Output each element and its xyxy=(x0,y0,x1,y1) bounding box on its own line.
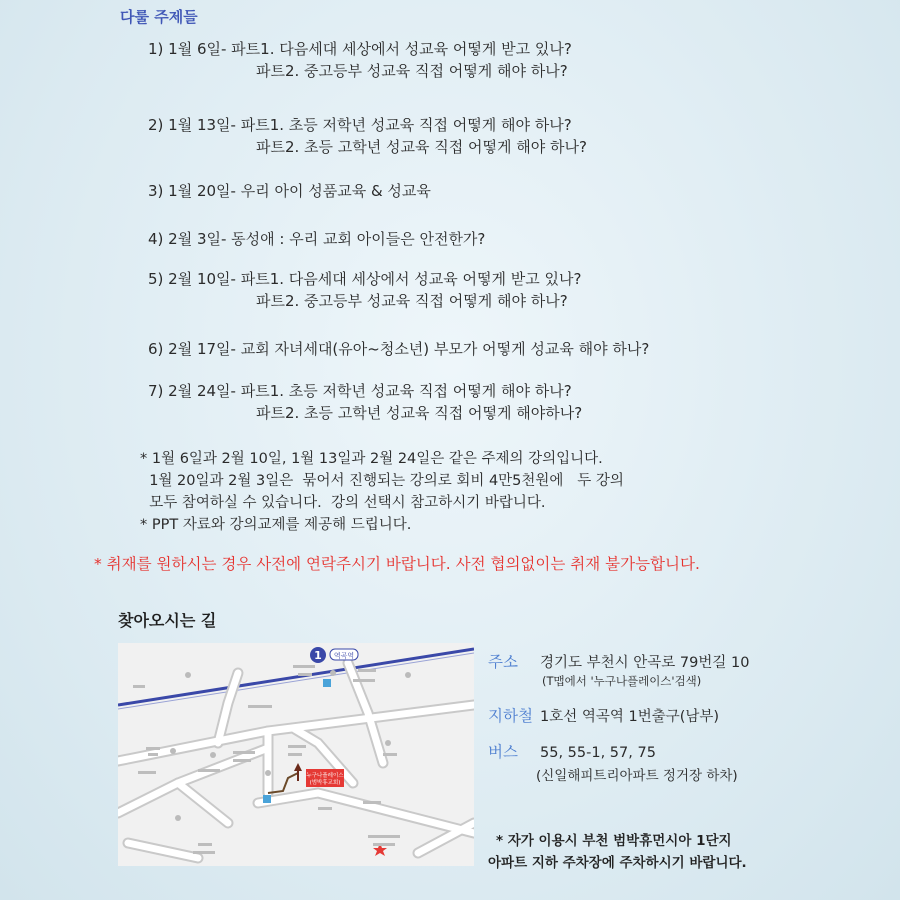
note-line: * 1월 6일과 2월 10일, 1월 13일과 2월 24일은 같은 주제의 강의입니다. xyxy=(140,451,603,467)
topic-7 xyxy=(148,380,582,424)
station-label: 역곡역 xyxy=(333,652,355,660)
railway-line xyxy=(118,649,474,705)
parking-note xyxy=(488,830,747,874)
topic-5 xyxy=(148,268,581,312)
station-badge-number: 1 xyxy=(314,649,322,662)
topic-line: 5) 2월 10일- 파트1. 다음세대 세상에서 성교육 어떻게 받고 있나? xyxy=(148,270,582,288)
topic-line: 1) 1월 6일- 파트1. 다음세대 세상에서 성교육 어떻게 받고 있나? xyxy=(148,40,572,58)
place-label-1: 누구나플레이스 xyxy=(306,773,344,779)
roads xyxy=(118,663,474,858)
topic-line: 파트2. 중고등부 성교육 직접 어떻게 해야 하나? xyxy=(256,292,568,310)
press-warning: * 취재를 원하시는 경우 사전에 연락주시기 바랍니다. 사전 협의없이는 취재 불가능합니다. xyxy=(94,555,700,573)
bus-stop-icon xyxy=(323,679,331,687)
bus-label: 버스 xyxy=(488,743,518,761)
topic-2 xyxy=(148,114,587,158)
topic-line: 파트2. 중고등부 성교육 직접 어떻게 해야 하나? xyxy=(256,62,568,80)
bus-value: 55, 55-1, 57, 75 xyxy=(540,745,656,761)
roads-inner xyxy=(118,663,474,858)
location-map[interactable] xyxy=(118,643,474,866)
section-title: 다룰 주제들 xyxy=(120,8,198,26)
topic-line: 7) 2월 24일- 파트1. 초등 저학년 성교육 직접 어떻게 해야 하나? xyxy=(148,382,572,400)
topic-line: 2) 1월 13일- 파트1. 초등 저학년 성교육 직접 어떻게 해야 하나? xyxy=(148,116,572,134)
railway-edge xyxy=(118,653,474,709)
address-value: 경기도 부천시 안곡로 79번길 10 xyxy=(540,655,750,671)
topic-line: 파트2. 초등 고학년 성교육 직접 어떻게 해야 하나? xyxy=(256,138,587,156)
map-graphic xyxy=(118,643,474,866)
note-line: 모두 참여하실 수 있습니다. 강의 선택시 참고하시기 바랍니다. xyxy=(140,495,546,511)
directions-title: 찾아오시는 길 xyxy=(118,611,217,630)
topic-line: 6) 2월 17일- 교회 자녀세대(유아~청소년) 부모가 어떻게 성교육 해야 하나? xyxy=(148,340,650,358)
bus-row xyxy=(488,740,656,762)
topic-1 xyxy=(148,38,572,82)
topic-3 xyxy=(148,180,431,202)
topic-4 xyxy=(148,228,485,250)
subway-row xyxy=(488,704,719,726)
deer-icon xyxy=(294,763,302,781)
topic-line: 3) 1월 20일- 우리 아이 성품교육 & 성교육 xyxy=(148,182,431,200)
subway-value: 1호선 역곡역 1번출구(남부) xyxy=(540,709,720,725)
bus-sub: (신일해피트리아파트 정거장 하차) xyxy=(536,768,738,784)
subway-label: 지하철 xyxy=(488,707,533,725)
bus-stop-icon-2 xyxy=(263,795,271,803)
address-label: 주소 xyxy=(488,653,518,671)
notes xyxy=(140,448,624,536)
parking-line: 아파트 지하 주차장에 주차하시기 바랍니다. xyxy=(488,855,747,871)
place-label-2: (범박휴교회) xyxy=(309,780,341,786)
parking-line: * 자가 이용시 부천 범박휴먼시아 1단지 xyxy=(496,833,732,849)
note-line: * PPT 자료와 강의교제를 제공해 드립니다. xyxy=(140,517,412,533)
topic-6 xyxy=(148,338,649,360)
note-line: 1월 20일과 2월 3일은 묶어서 진행되는 강의로 회비 4만5천원에 두 강의 xyxy=(140,473,624,489)
topic-line: 4) 2월 3일- 동성애 : 우리 교회 아이들은 안전한가? xyxy=(148,230,486,248)
address-sub: (T맵에서 '누구나플레이스'검색) xyxy=(542,674,702,688)
topic-line: 파트2. 초등 고학년 성교육 직접 어떻게 해야하나? xyxy=(256,404,583,422)
address-row xyxy=(488,650,749,672)
